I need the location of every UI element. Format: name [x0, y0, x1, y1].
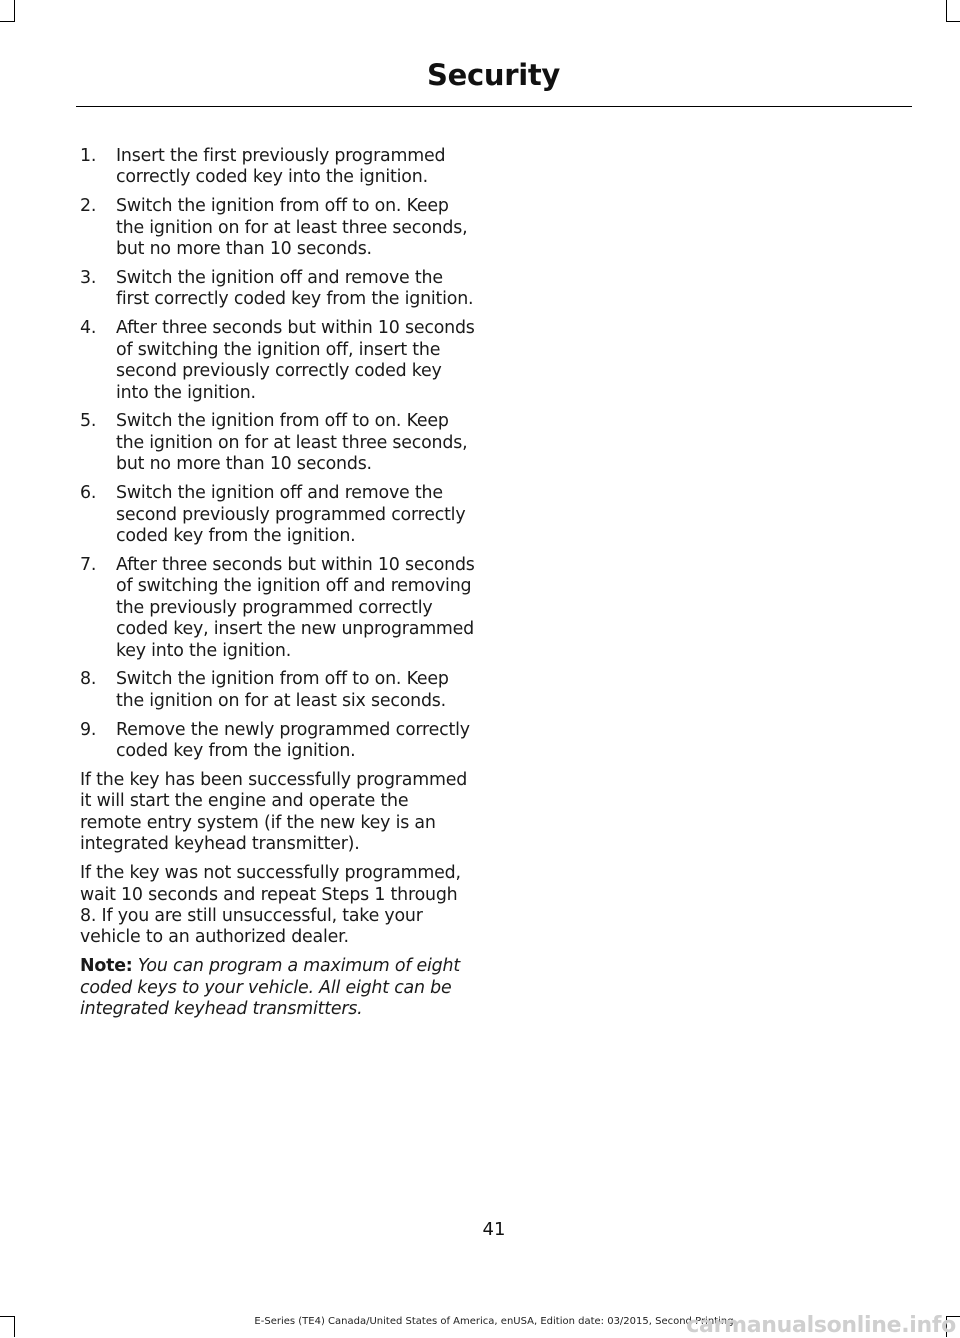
header-rule — [76, 106, 912, 107]
step-number: 2. — [80, 196, 97, 217]
failure-paragraph: If the key was not successfully programmed, wait 10 seconds and repeat Steps 1 through 8. If you are still unsuccessful, take your vehicle to an authorized dealer. — [80, 863, 461, 948]
step-text: Remove the newly programmed correctly coded key from the ignition. — [116, 719, 470, 762]
step-text: Switch the ignition off and remove the second previously programmed correctly coded key from the ignition. — [116, 483, 466, 546]
step-text: After three seconds but within 10 seconds of switching the ignition off and removing the previously programmed correctly coded key, insert the new unprogrammed key into the ignition. — [116, 554, 475, 661]
list-item — [80, 483, 475, 547]
crop-mark-top-right-v — [946, 0, 947, 22]
watermark: carmanualsonline.info — [686, 1313, 956, 1338]
list-item — [80, 411, 475, 475]
step-text: Switch the ignition from off to on. Keep the ignition on for at least three seconds, but no more than 10 seconds. — [116, 196, 468, 260]
success-paragraph: If the key has been successfully programmed it will start the engine and operate the remote entry system (if the new key is an integrated keyhead transmitter). — [80, 770, 468, 855]
crop-mark-top-right-h — [946, 21, 960, 22]
footer-edition-text: E-Series (TE4) Canada/United States of America, enUSA, Edition date: 03/2015, Second Printing — [254, 1316, 734, 1327]
step-number: 1. — [80, 146, 97, 166]
list-item — [80, 669, 475, 712]
step-number: 9. — [80, 719, 97, 740]
step-text: Switch the ignition from off to on. Keep the ignition on for at least three seconds, but no more than 10 seconds. — [116, 411, 468, 475]
step-text: After three seconds but within 10 seconds of switching the ignition off, insert the second previously correctly coded key into the ignition. — [116, 318, 475, 403]
step-number: 5. — [80, 411, 97, 432]
note-label: Note: — [80, 956, 133, 977]
note-text: You can program a maximum of eight coded keys to your vehicle. All eight can be integrated keyhead transmitters. — [80, 956, 460, 1020]
list-item — [80, 196, 475, 260]
step-text: Switch the ignition from off to on. Keep the ignition on for at least six seconds. — [116, 669, 449, 711]
list-item — [80, 146, 475, 189]
step-number: 4. — [80, 318, 97, 339]
step-number: 8. — [80, 669, 97, 690]
main-content — [80, 146, 475, 1028]
crop-mark-top-left-v — [14, 0, 15, 22]
crop-mark-top-left-h — [0, 21, 15, 22]
step-text: Switch the ignition off and remove the first correctly coded key from the ignition. — [116, 268, 474, 310]
list-item — [80, 268, 475, 311]
note — [80, 956, 475, 1020]
step-number: 3. — [80, 268, 97, 289]
section-title: Security — [427, 58, 560, 92]
list-item — [80, 720, 475, 763]
list-item — [80, 555, 475, 662]
step-number: 7. — [80, 554, 97, 575]
page-number: 41 — [482, 1219, 506, 1240]
step-number: 6. — [80, 483, 97, 504]
step-text: Insert the first previously programmed correctly coded key into the ignition. — [116, 146, 446, 188]
list-item — [80, 318, 475, 404]
steps-list — [80, 146, 475, 763]
